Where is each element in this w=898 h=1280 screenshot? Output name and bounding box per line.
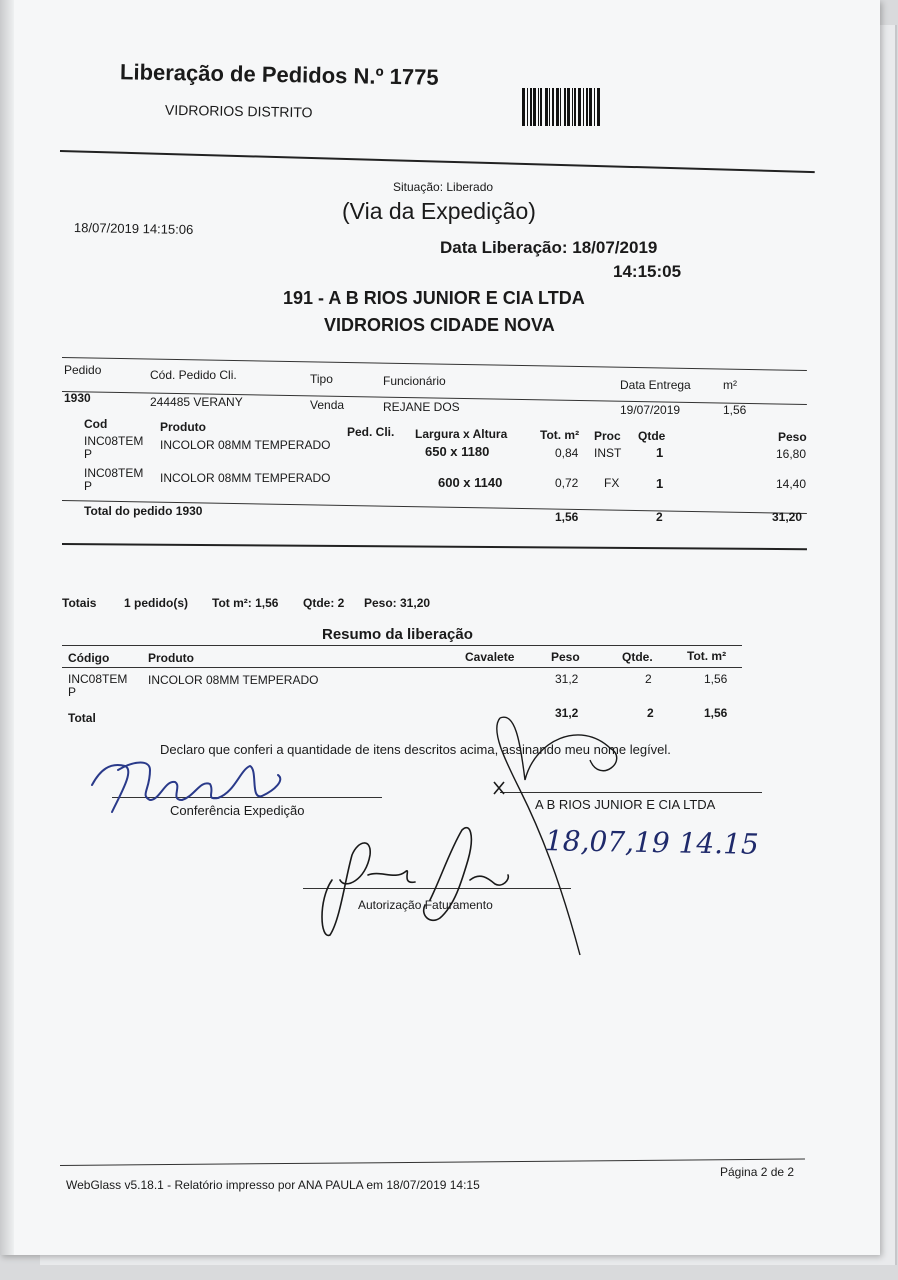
item-proc: FX bbox=[604, 476, 620, 490]
order-m2: 1,56 bbox=[723, 403, 747, 417]
item-qtde: 1 bbox=[656, 476, 664, 491]
order-type: Venda bbox=[310, 398, 345, 412]
release-date: Data Liberação: 18/07/2019 bbox=[440, 238, 658, 257]
item-cod-cont: P bbox=[84, 479, 93, 493]
item-peso: 14,40 bbox=[776, 477, 807, 491]
col-header-cod-pedido-cli: Cód. Pedido Cli. bbox=[150, 368, 237, 382]
col-header-data-entrega: Data Entrega bbox=[620, 378, 691, 392]
resumo-peso: 31,2 bbox=[555, 672, 579, 686]
client-branch: VIDRORIOS CIDADE NOVA bbox=[324, 315, 555, 335]
company-label: A B RIOS JUNIOR E CIA LTDA bbox=[535, 797, 716, 812]
document-subtitle: VIDRORIOS DISTRITO bbox=[164, 101, 313, 121]
resumo-header-tot-m2: Tot. m² bbox=[687, 649, 727, 663]
item-header-qtde: Qtde bbox=[638, 429, 666, 443]
autorizacao-label: Autorização Faturamento bbox=[358, 898, 493, 912]
report-footer: WebGlass v5.18.1 - Relatório impresso por ANA PAULA em 18/07/2019 14:15 bbox=[66, 1178, 480, 1192]
order-employee: REJANE DOS bbox=[383, 400, 460, 414]
item-tot-m2: 0,72 bbox=[555, 476, 579, 490]
col-header-pedido: Pedido bbox=[64, 363, 102, 377]
resumo-total-m2: 1,56 bbox=[704, 706, 728, 720]
item-header-largura-altura: Largura x Altura bbox=[415, 427, 508, 441]
client-name: 191 - A B RIOS JUNIOR E CIA LTDA bbox=[283, 288, 585, 308]
resumo-produto: INCOLOR 08MM TEMPERADO bbox=[148, 673, 319, 687]
via-label: (Via da Expedição) bbox=[342, 198, 536, 224]
item-cod: INC08TEM bbox=[84, 466, 144, 480]
document-title: Liberação de Pedidos N.º 1775 bbox=[119, 59, 439, 90]
item-header-tot-m2: Tot. m² bbox=[540, 428, 580, 442]
item-dims: 650 x 1180 bbox=[425, 444, 490, 459]
col-header-m2: m² bbox=[723, 378, 737, 392]
order-total-qtde: 2 bbox=[656, 510, 663, 524]
item-header-produto: Produto bbox=[160, 420, 206, 434]
totais-qtde: Qtde: 2 bbox=[303, 596, 345, 610]
order-client-code: 244485 VERANY bbox=[150, 395, 243, 409]
item-produto: INCOLOR 08MM TEMPERADO bbox=[160, 438, 331, 452]
declaration-text: Declaro que conferi a quantidade de itens descritos acima, assinando meu nome legível. bbox=[160, 742, 671, 757]
resumo-header-codigo: Código bbox=[68, 651, 110, 665]
item-proc: INST bbox=[594, 446, 622, 460]
page-number: Página 2 de 2 bbox=[720, 1165, 795, 1179]
printed-datetime: 18/07/2019 14:15:06 bbox=[73, 219, 194, 238]
order-number: 1930 bbox=[64, 391, 91, 405]
totais-pedidos: 1 pedido(s) bbox=[124, 596, 189, 610]
item-dims: 600 x 1140 bbox=[438, 475, 503, 490]
order-total-m2: 1,56 bbox=[555, 510, 579, 524]
order-total-label: Total do pedido 1930 bbox=[84, 504, 203, 518]
order-total-peso: 31,20 bbox=[772, 510, 803, 524]
resumo-total-label: Total bbox=[68, 711, 96, 725]
resumo-header-produto: Produto bbox=[148, 651, 194, 665]
item-cod: INC08TEM bbox=[84, 434, 144, 448]
item-peso: 16,80 bbox=[776, 447, 807, 461]
resumo-total-qtde: 2 bbox=[647, 706, 654, 720]
col-header-tipo: Tipo bbox=[310, 372, 333, 386]
resumo-header-qtde: Qtde. bbox=[622, 650, 653, 664]
resumo-tot-m2: 1,56 bbox=[704, 672, 728, 686]
resumo-qtde: 2 bbox=[645, 672, 652, 686]
item-qtde: 1 bbox=[656, 445, 664, 460]
release-time: 14:15:05 bbox=[613, 262, 682, 281]
resumo-codigo: INC08TEM bbox=[68, 672, 128, 686]
resumo-header-cavalete: Cavalete bbox=[465, 650, 515, 664]
item-header-cod: Cod bbox=[84, 417, 108, 431]
item-header-ped-cli: Ped. Cli. bbox=[347, 425, 395, 439]
resumo-title: Resumo da liberação bbox=[322, 626, 473, 643]
order-delivery-date: 19/07/2019 bbox=[620, 403, 681, 417]
item-header-peso: Peso bbox=[778, 430, 807, 444]
item-tot-m2: 0,84 bbox=[555, 446, 579, 460]
col-header-funcionario: Funcionário bbox=[383, 374, 446, 388]
handwritten-date: 18,07,19 14.15 bbox=[544, 824, 760, 861]
item-cod-cont: P bbox=[84, 447, 93, 461]
totais-peso: Peso: 31,20 bbox=[364, 596, 431, 610]
resumo-header-peso: Peso bbox=[551, 650, 580, 664]
resumo-total-peso: 31,2 bbox=[555, 706, 579, 720]
footer-rule bbox=[60, 1158, 805, 1166]
totais-m2: Tot m²: 1,56 bbox=[212, 596, 279, 610]
resumo-codigo-cont: P bbox=[68, 685, 77, 699]
conferencia-label: Conferência Expedição bbox=[170, 803, 305, 818]
item-header-proc: Proc bbox=[594, 429, 621, 443]
totais-label: Totais bbox=[62, 596, 97, 610]
status-label: Situação: Liberado bbox=[393, 180, 494, 194]
item-produto: INCOLOR 08MM TEMPERADO bbox=[160, 471, 331, 485]
